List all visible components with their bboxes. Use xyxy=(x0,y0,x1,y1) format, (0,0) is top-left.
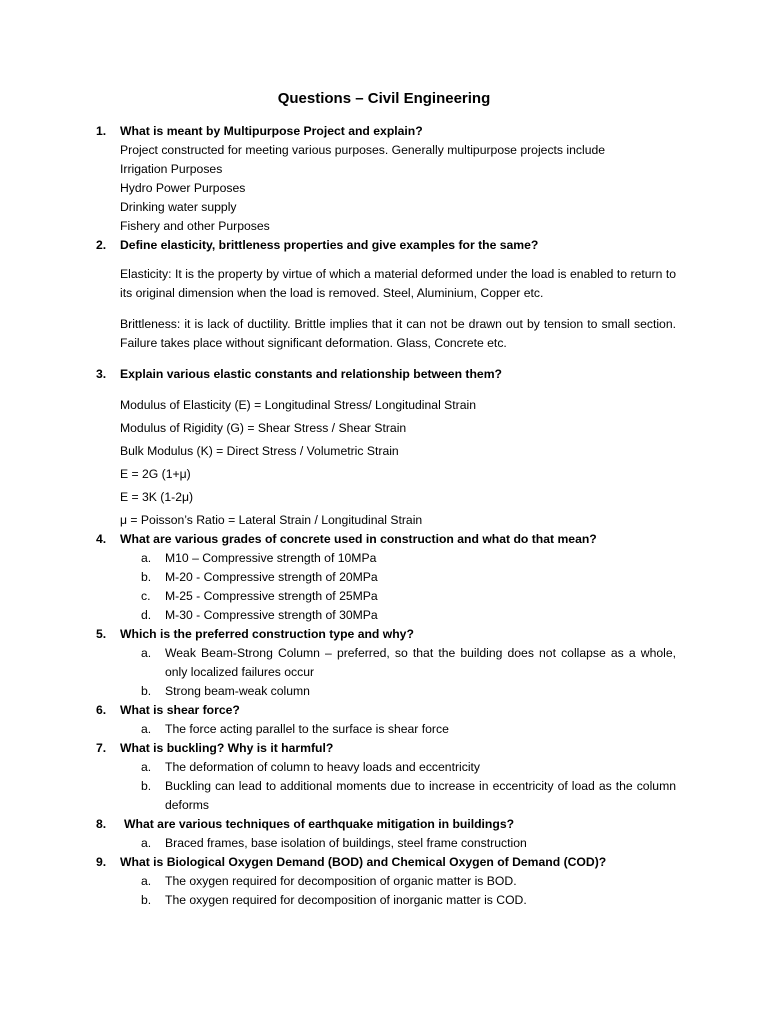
question-number: 9. xyxy=(96,855,107,869)
question-1 xyxy=(96,122,676,236)
item-text: The oxygen required for decomposition of inorganic matter is COD. xyxy=(165,893,527,907)
item-text: M-25 - Compressive strength of 25MPa xyxy=(165,589,378,603)
item-letter: a. xyxy=(141,760,152,774)
answer-item xyxy=(96,777,676,815)
question-text: What is meant by Multipurpose Project and explain? xyxy=(120,124,423,138)
formula-line: μ = Poisson’s Ratio = Lateral Strain / Longitudinal Strain xyxy=(120,513,423,527)
question-heading xyxy=(96,701,676,720)
question-heading xyxy=(96,815,676,834)
question-6 xyxy=(96,701,676,739)
answer-item xyxy=(96,606,676,625)
answer-item xyxy=(96,834,676,853)
answer-paragraph: Elasticity: It is the property by virtue of which a material deformed under the load is enabled to return to its original dimension when the load is removed. Steel, Aluminium, Copper etc. xyxy=(120,267,676,300)
question-heading xyxy=(96,625,676,644)
question-text: What is shear force? xyxy=(120,703,240,717)
question-text: What is Biological Oxygen Demand (BOD) and Chemical Oxygen of Demand (COD)? xyxy=(120,855,607,869)
question-4 xyxy=(96,530,676,625)
item-letter: a. xyxy=(141,836,152,850)
item-letter: a. xyxy=(141,874,152,888)
question-2 xyxy=(96,236,676,353)
question-text: What are various grades of concrete used in construction and what do that mean? xyxy=(120,532,597,546)
question-number: 7. xyxy=(96,741,107,755)
answer-item xyxy=(96,891,676,910)
question-text: What are various techniques of earthquake mitigation in buildings? xyxy=(124,817,515,831)
item-text: M-20 - Compressive strength of 20MPa xyxy=(165,570,378,584)
question-number: 6. xyxy=(96,703,107,717)
formula-line: Modulus of Rigidity (G) = Shear Stress / Shear Strain xyxy=(120,421,407,435)
question-8 xyxy=(96,815,676,853)
item-text: Braced frames, base isolation of buildings, steel frame construction xyxy=(165,836,527,850)
item-letter: b. xyxy=(141,779,152,793)
formula-line: Bulk Modulus (K) = Direct Stress / Volumetric Strain xyxy=(120,444,399,458)
item-text: M-30 - Compressive strength of 30MPa xyxy=(165,608,378,622)
item-letter: d. xyxy=(141,608,152,622)
formula-line: E = 2G (1+μ) xyxy=(120,467,191,481)
answer-item xyxy=(96,587,676,606)
formula-line: E = 3K (1-2μ) xyxy=(120,490,194,504)
question-heading xyxy=(96,530,676,549)
question-heading xyxy=(96,853,676,872)
answer-item xyxy=(96,682,676,701)
item-letter: a. xyxy=(141,551,152,565)
formula-line: Modulus of Elasticity (E) = Longitudinal Stress/ Longitudinal Strain xyxy=(120,398,476,412)
question-heading xyxy=(96,739,676,758)
question-9 xyxy=(96,853,676,910)
item-letter: c. xyxy=(141,589,151,603)
page-title: Questions – Civil Engineering xyxy=(277,90,491,107)
item-text: The oxygen required for decomposition of organic matter is BOD. xyxy=(165,874,517,888)
item-letter: b. xyxy=(141,570,152,584)
item-text: Strong beam-weak column xyxy=(165,684,310,698)
answer-item xyxy=(96,568,676,587)
item-text: Buckling can lead to additional moments due to increase in eccentricity of load as the column deforms xyxy=(165,779,676,812)
answer-paragraph: Brittleness: it is lack of ductility. Brittle implies that it can not be drawn out by tension to small section. Failure takes place without significant deformation. Glass, Concrete etc. xyxy=(120,317,676,350)
question-number: 8. xyxy=(96,817,107,831)
item-letter: a. xyxy=(141,722,152,736)
question-number: 1. xyxy=(96,124,107,138)
answer-item xyxy=(96,644,676,682)
item-letter: b. xyxy=(141,893,152,907)
answer-line: Fishery and other Purposes xyxy=(120,219,270,233)
question-list xyxy=(96,122,676,910)
answer-line: Project constructed for meeting various purposes. Generally multipurpose projects include xyxy=(120,143,606,157)
question-number: 3. xyxy=(96,367,107,381)
answer-item xyxy=(96,720,676,739)
question-5 xyxy=(96,625,676,701)
question-text: Explain various elastic constants and relationship between them? xyxy=(120,367,502,381)
answer-line: Drinking water supply xyxy=(120,200,237,214)
answer-line: Irrigation Purposes xyxy=(120,162,223,176)
item-text: The force acting parallel to the surface is shear force xyxy=(165,722,449,736)
question-3 xyxy=(96,365,676,530)
question-text: What is buckling? Why is it harmful? xyxy=(120,741,334,755)
item-text: M10 – Compressive strength of 10MPa xyxy=(165,551,377,565)
item-letter: a. xyxy=(141,646,152,660)
question-number: 2. xyxy=(96,238,107,252)
question-heading xyxy=(96,365,676,384)
question-number: 4. xyxy=(96,532,107,546)
answer-item xyxy=(96,758,676,777)
question-heading xyxy=(96,122,676,141)
item-letter: b. xyxy=(141,684,152,698)
question-text: Which is the preferred construction type and why? xyxy=(120,627,414,641)
answer-line: Hydro Power Purposes xyxy=(120,181,246,195)
question-7 xyxy=(96,739,676,815)
answer-item xyxy=(96,549,676,568)
answer-item xyxy=(96,872,676,891)
item-text: Weak Beam-Strong Column – preferred, so that the building does not collapse as a whole, only localized failures occur xyxy=(165,646,676,679)
item-text: The deformation of column to heavy loads and eccentricity xyxy=(165,760,481,774)
question-number: 5. xyxy=(96,627,107,641)
question-text: Define elasticity, brittleness properties and give examples for the same? xyxy=(120,238,539,252)
question-heading xyxy=(96,236,676,255)
